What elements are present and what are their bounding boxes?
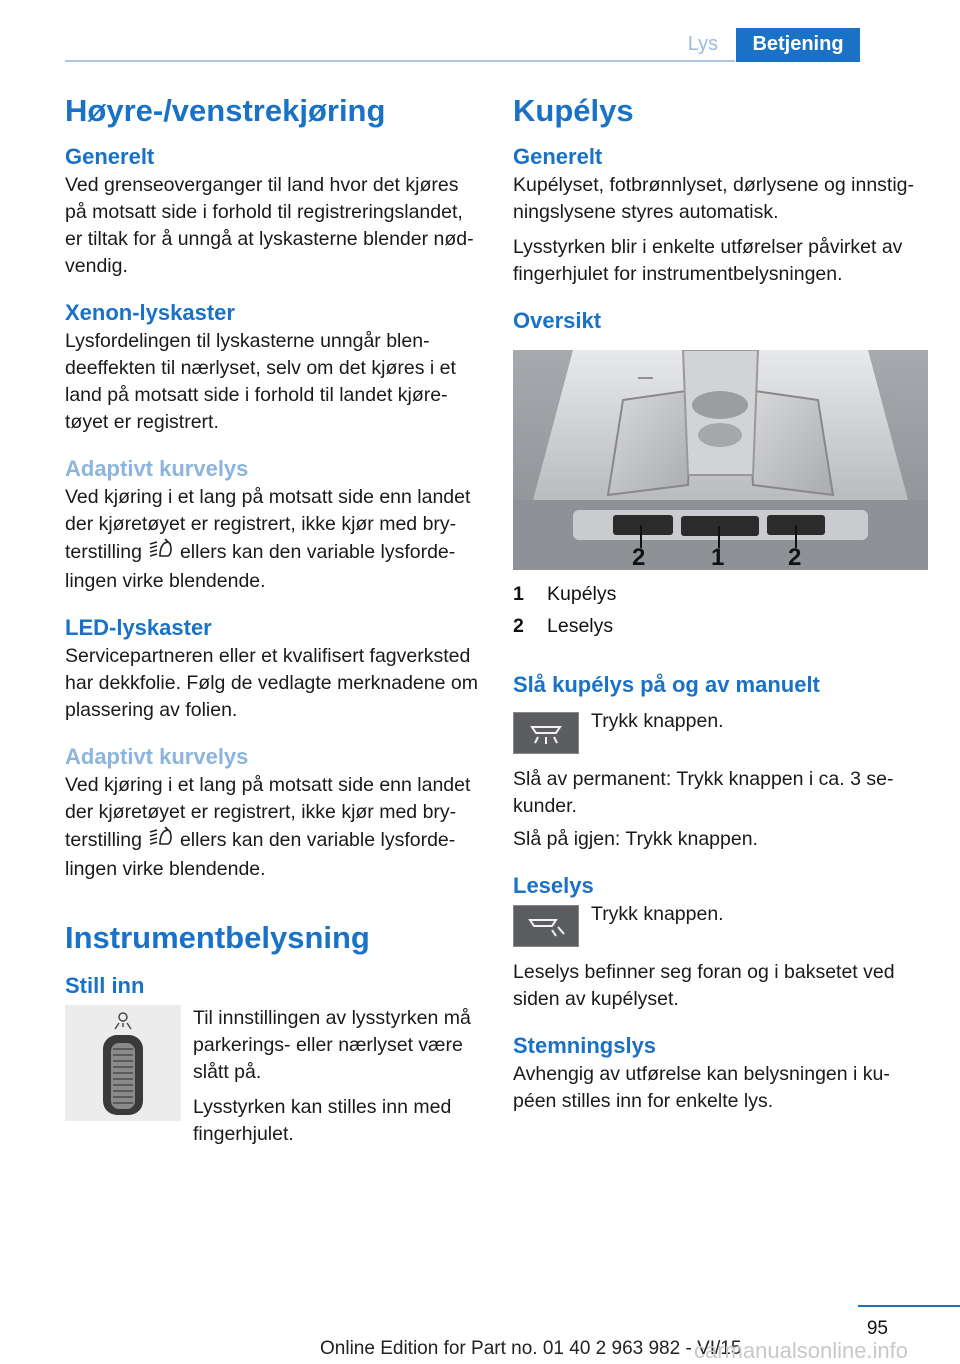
dimmer-icon bbox=[115, 1013, 131, 1029]
adaptive-text-2b: ellers kan den variable lysforde-lingen virke blendende. bbox=[65, 829, 456, 880]
legend-item bbox=[513, 578, 928, 610]
right-column bbox=[513, 92, 928, 1115]
legend-item bbox=[513, 610, 928, 642]
reading-text: Leselys befinner seg foran og i baksetet ved siden av kupélyset. bbox=[513, 961, 895, 1010]
heading-general: Generelt bbox=[65, 144, 155, 169]
general-text-2: Lysstyrken blir i enkelte utførelser påvirket av fingerhjulet for instrumentbelysningen. bbox=[513, 236, 903, 285]
legend-number: 1 bbox=[513, 583, 524, 605]
heading-led: LED-lyskaster bbox=[65, 615, 212, 640]
heading-interior-light: Kupélys bbox=[513, 93, 634, 128]
heading-ambient-light: Stemningslys bbox=[513, 1033, 657, 1058]
curve-light-icon bbox=[148, 826, 174, 856]
manual-off-text: Slå av permanent: Trykk knappen i ca. 3 se-kunder. bbox=[513, 768, 894, 817]
adaptive-text-1 bbox=[65, 484, 485, 595]
overview-photo bbox=[513, 350, 928, 570]
adaptive-text-1b: ellers kan den variable lysforde-lingen virke blendende. bbox=[65, 541, 456, 592]
adaptive-text-2 bbox=[65, 772, 485, 883]
reading-light-button-icon bbox=[513, 905, 579, 947]
led-text: Servicepartneren eller et kvalifisert fagverksted har dekkfolie. Følg de vedlagte merknadene om plassering av folien. bbox=[65, 645, 478, 721]
adjust-text-1: Til innstillingen av lysstyrken må parkerings- eller nærlyset være slått på. bbox=[193, 1007, 471, 1083]
photo-label-center: 1 bbox=[711, 544, 725, 570]
heading-xenon: Xenon-lyskaster bbox=[65, 300, 235, 325]
left-column bbox=[65, 92, 485, 1148]
footer-rule bbox=[858, 1305, 960, 1307]
legend-label: Leselys bbox=[547, 615, 614, 637]
legend-number: 2 bbox=[513, 615, 524, 637]
photo-label-left: 2 bbox=[632, 544, 646, 570]
heading-adjust: Still inn bbox=[65, 973, 145, 998]
header-rule bbox=[65, 60, 735, 62]
general-text-1: Kupélyset, fotbrønnlyset, dørlysene og innstig-ningslysene styres automatisk. bbox=[513, 174, 915, 223]
header-chapter-tab: Betjening bbox=[736, 28, 860, 62]
photo-label-right: 2 bbox=[788, 544, 802, 570]
adaptive-text-1a: Ved kjøring i et lang på motsatt side enn landet der kjøretøyet er registrert, ikke kjør med bry-terstilling bbox=[65, 486, 471, 564]
general-text: Ved grenseoverganger til land hvor det kjøres på motsatt side i forhold til registreringslandet, er tiltak for å unngå at lyskasterne blender nød-vendig. bbox=[65, 174, 474, 277]
heading-manual: Slå kupélys på og av manuelt bbox=[513, 672, 820, 697]
heading-instrument-lighting: Instrumentbelysning bbox=[65, 920, 370, 955]
ambient-text: Avhengig av utførelse kan belysningen i ku-péen stilles inn for enkelte lys. bbox=[513, 1063, 890, 1112]
heading-reading-light: Leselys bbox=[513, 873, 594, 898]
header-section: Lys bbox=[687, 33, 719, 55]
adjust-text-2: Lysstyrken kan stilles inn med fingerhjulet. bbox=[193, 1096, 452, 1145]
reading-press-text: Trykk knappen. bbox=[591, 903, 724, 925]
manual-press-text: Trykk knappen. bbox=[591, 710, 724, 732]
thumbwheel-image bbox=[65, 1005, 181, 1121]
page-number: 95 bbox=[866, 1318, 888, 1339]
xenon-text: Lysfordelingen til lyskasterne unngår blen-deeffekten til nærlyset, selv om det kjøres i et land på motsatt side i forhold til landet kjøre-tøyet er registrert. bbox=[65, 330, 456, 433]
edition-note: Online Edition for Part no. 01 40 2 963 982 - VI/15 bbox=[320, 1338, 742, 1359]
heading-overview: Oversikt bbox=[513, 308, 602, 333]
heading-adaptive-2: Adaptivt kurvelys bbox=[65, 744, 249, 769]
heading-adaptive-1: Adaptivt kurvelys bbox=[65, 456, 249, 481]
watermark: carmanualsonline.info bbox=[694, 1338, 909, 1363]
legend-label: Kupélys bbox=[547, 583, 617, 605]
heading-driving-side: Høyre-/venstrekjøring bbox=[65, 93, 386, 128]
interior-light-button-icon bbox=[513, 712, 579, 754]
curve-light-icon bbox=[148, 538, 174, 568]
manual-on-text: Slå på igjen: Trykk knappen. bbox=[513, 828, 758, 850]
heading-general-right: Generelt bbox=[513, 144, 603, 169]
adaptive-text-2a: Ved kjøring i et lang på motsatt side enn landet der kjøretøyet er registrert, ikke kjør med bry-terstilling bbox=[65, 774, 471, 852]
